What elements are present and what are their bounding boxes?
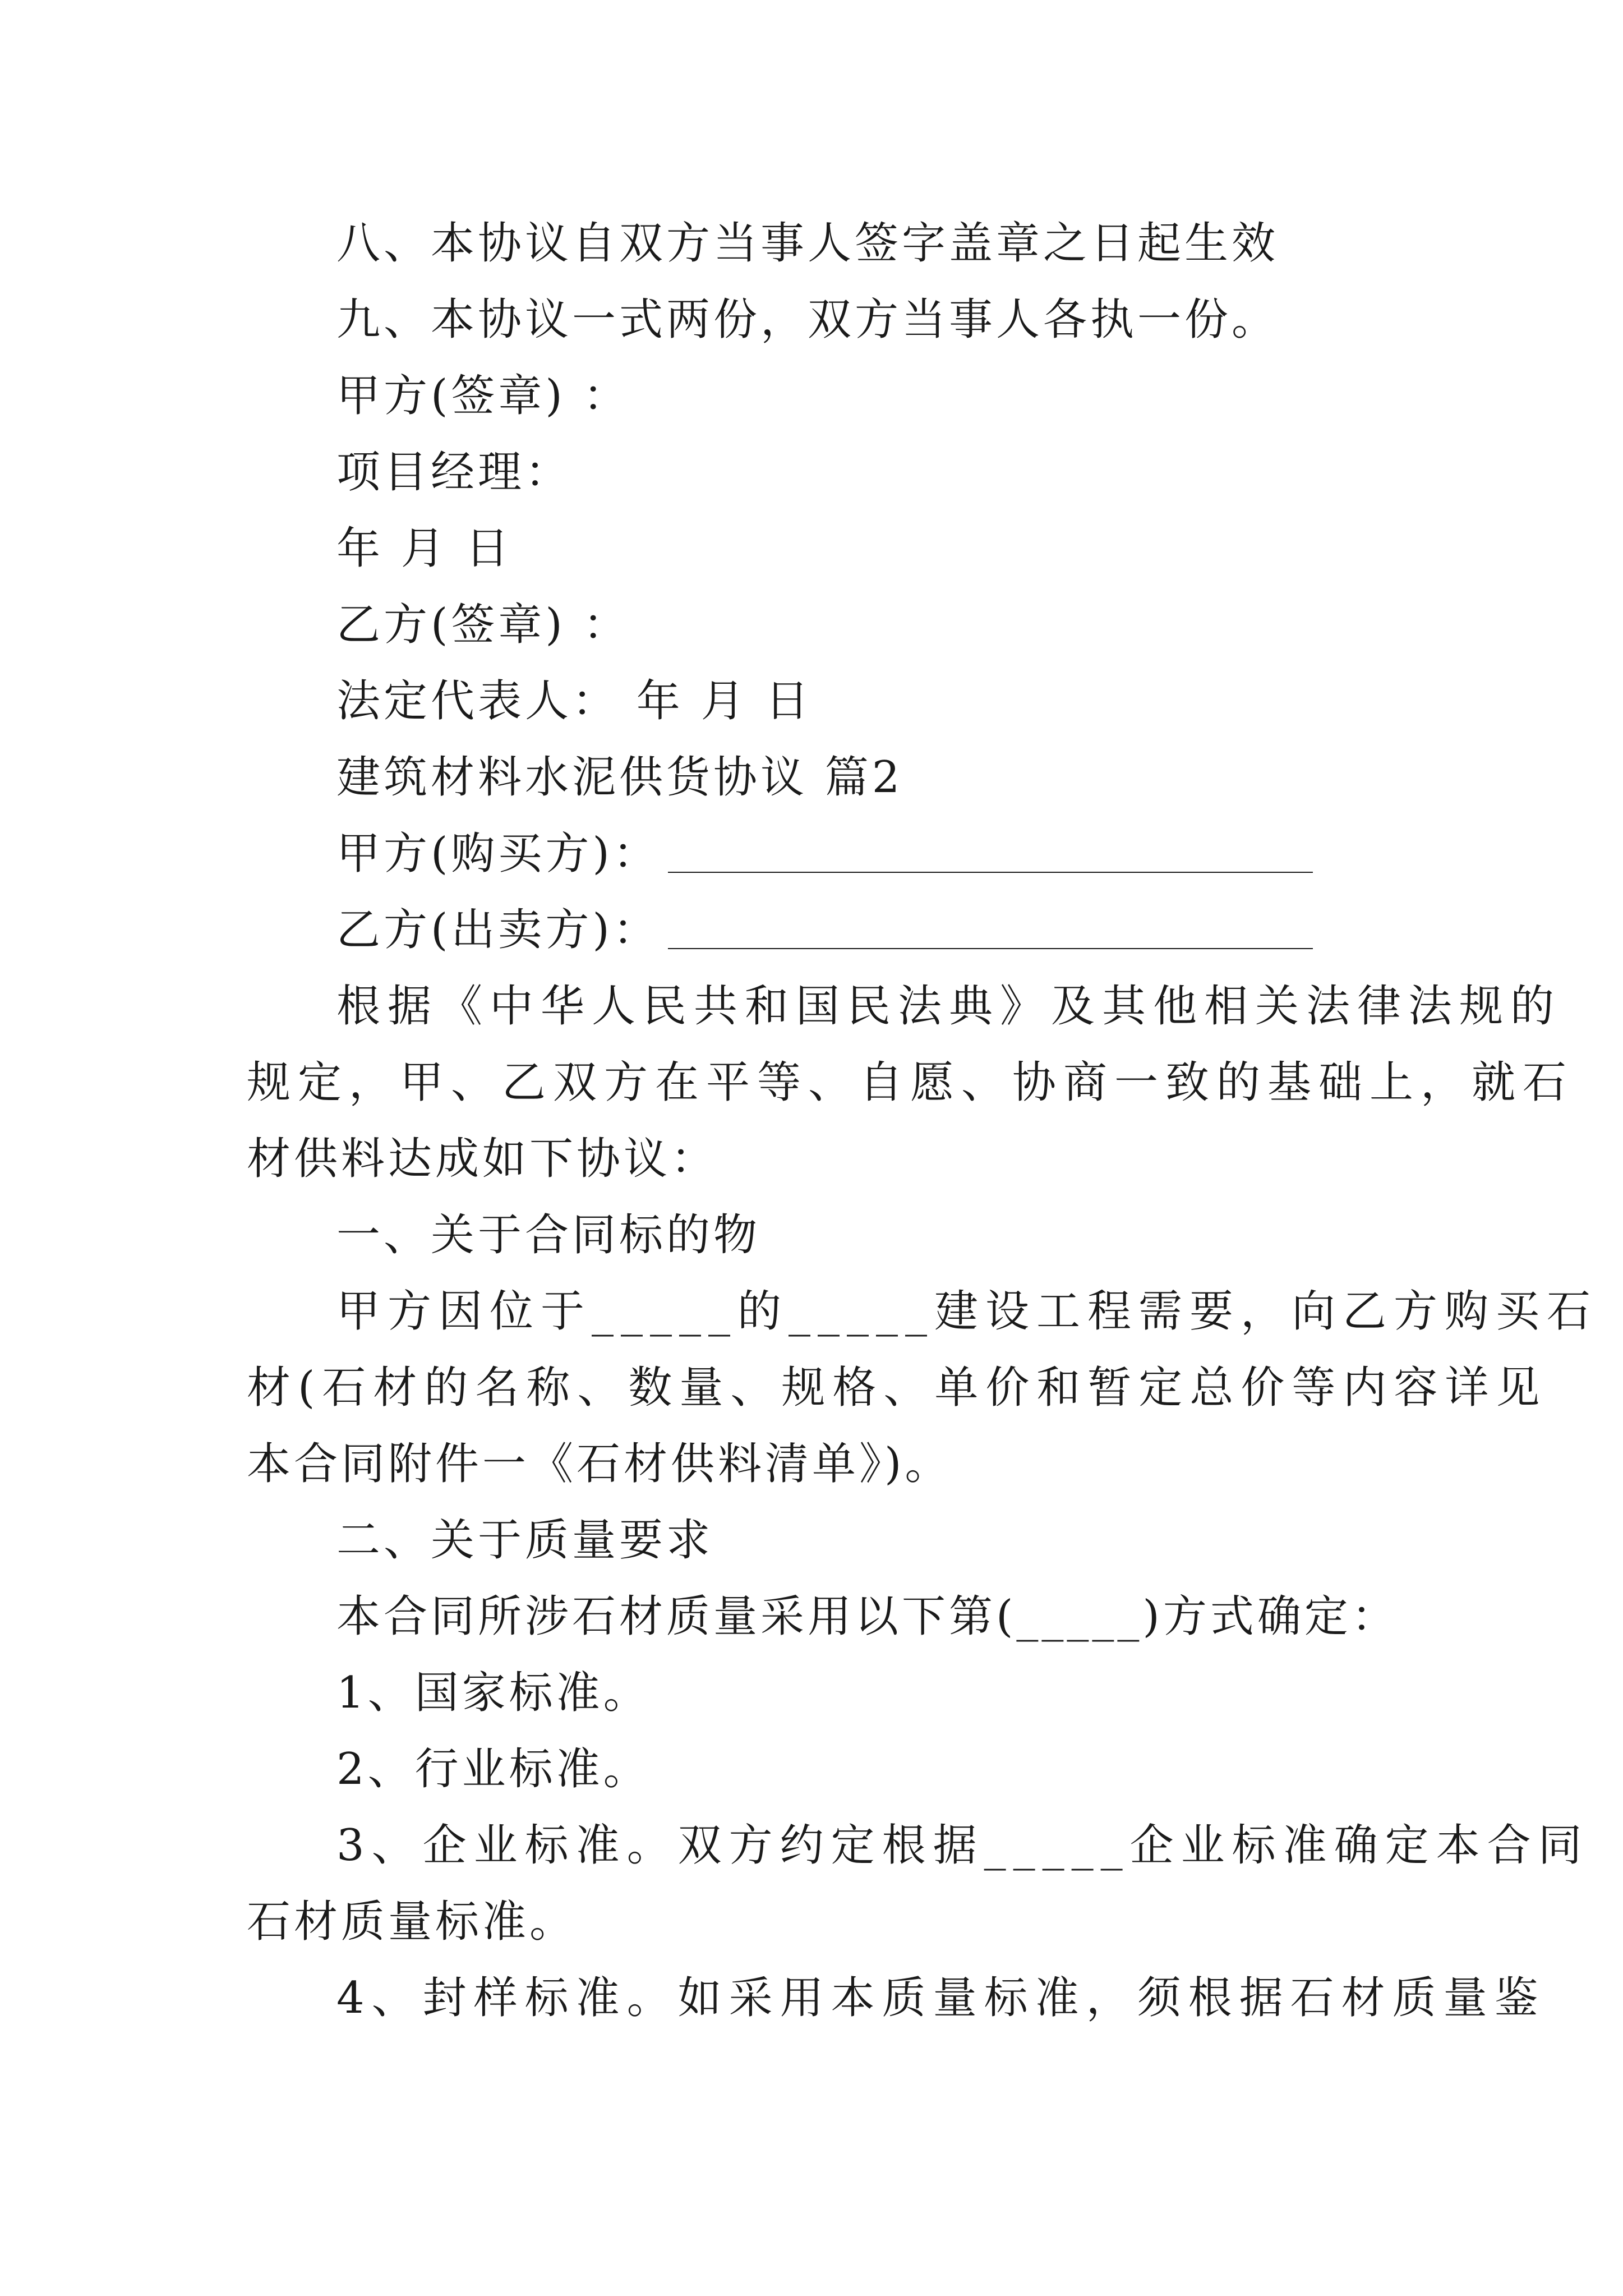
list-item: 1、国家标准。 (336, 1668, 651, 1718)
project-manager: 项目经理： (336, 447, 573, 498)
party-b-seller-label: 乙方(出卖方)： (336, 905, 660, 955)
list-item: 4、封样标准。如采用本质量标准，须根据石材质量鉴 (336, 1973, 1546, 2023)
list-item: 2、行业标准。 (336, 1744, 651, 1795)
section-title: 建筑材料水泥供货协议 篇2 (336, 752, 903, 803)
body-paragraph-line: 材供料达成如下协议： (247, 1134, 718, 1184)
date-line: 年 月 日 (336, 523, 513, 574)
body-paragraph-line: 本合同附件一《石材供料清单》)。 (247, 1439, 952, 1489)
party-a-signature: 甲方(签章) ： (336, 371, 630, 421)
section-heading: 二、关于质量要求 (336, 1515, 714, 1566)
party-a-buyer (336, 826, 1391, 882)
list-item: 3、企业标准。双方约定根据_____企业标准确定本合同 (336, 1820, 1589, 1871)
clause-8: 八、本协议自双方当事人签字盖章之日起生效 (336, 218, 1279, 269)
clause-9: 九、本协议一式两份，双方当事人各执一份。 (336, 295, 1279, 345)
body-paragraph-line: 本合同所涉石材质量采用以下第(_____)方式确定： (336, 1591, 1399, 1642)
legal-representative: 法定代表人： 年 月 日 (336, 676, 813, 726)
body-paragraph-line: 甲方因位于_____的_____建设工程需要，向乙方购买石 (336, 1286, 1598, 1337)
fill-in-line (668, 948, 1313, 949)
party-a-buyer-label: 甲方(购买方)： (336, 829, 660, 879)
body-paragraph-line: 根据《中华人民共和国民法典》及其他相关法律法规的 (336, 981, 1562, 1032)
party-b-signature: 乙方(签章) ： (336, 600, 630, 650)
body-paragraph-line: 规定，甲、乙双方在平等、自愿、协商一致的基础上，就石 (247, 1057, 1574, 1108)
section-heading: 一、关于合同标的物 (336, 1210, 761, 1260)
fill-in-line (668, 872, 1313, 873)
party-b-seller (336, 902, 1391, 958)
list-item-continuation: 石材质量标准。 (247, 1897, 577, 1947)
body-paragraph-line: 材(石材的名称、数量、规格、单价和暂定总价等内容详见 (247, 1363, 1547, 1413)
